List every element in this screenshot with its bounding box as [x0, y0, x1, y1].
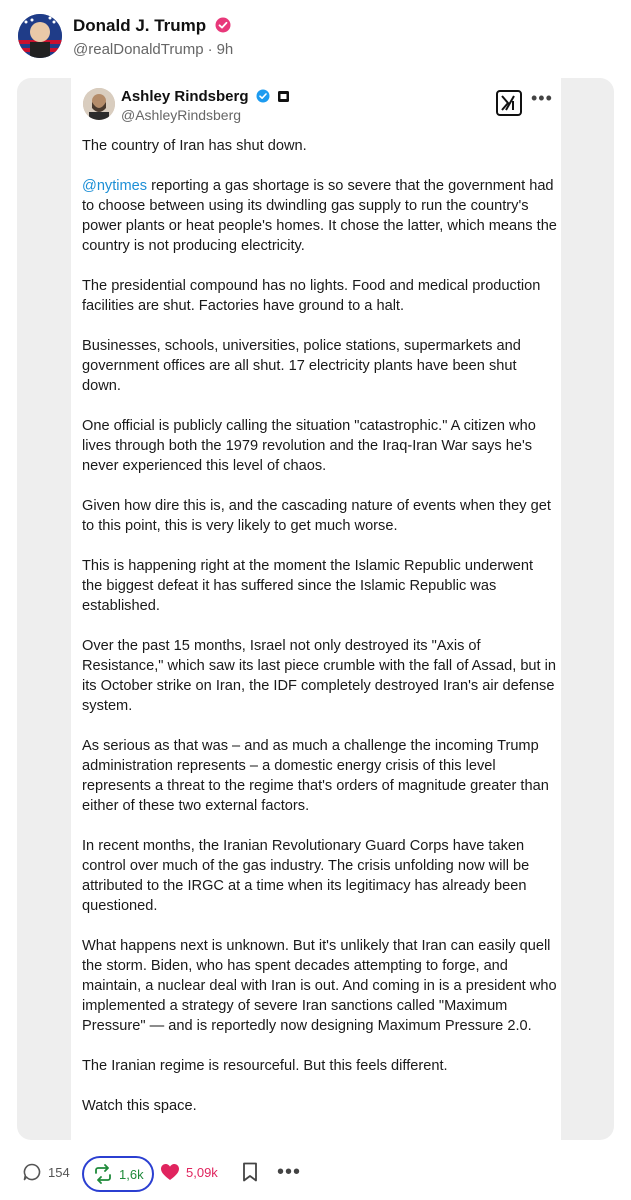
more-actions-icon[interactable]: ••• [277, 1160, 302, 1183]
author-name[interactable] [73, 16, 231, 36]
paragraph-text: Businesses, schools, universities, police stations, supermarkets and government offices are all shut. 17 electricity plants have been shut down. [82, 338, 521, 394]
verified-badge-icon [256, 89, 270, 103]
quoted-paragraph [82, 736, 557, 816]
paragraph-text: As serious as that was – and as much a challenge the incoming Trump administration represents – a domestic energy crisis of this level represents a threat to the regime that's orders of magnitude greater than either of these two external factors. [82, 738, 549, 814]
quoted-author-handle: @AshleyRindsberg [121, 107, 242, 123]
paragraph-text: One official is publicly calling the situation "catastrophic." A citizen who lives through both the 1979 revolution and the Iraq-Iran War says he's never experienced this level of chaos. [82, 418, 536, 474]
post-header [18, 14, 618, 62]
repost-button[interactable] [82, 1156, 154, 1192]
reply-count: 154 [48, 1164, 70, 1180]
quoted-paragraph [82, 276, 557, 316]
paragraph-text: Over the past 15 months, Israel not only destroyed its "Axis of Resistance," which saw its last piece crumble with the fall of Assad, but in its October strike on Iran, the IDF completely destroyed Iran's air defense system. [82, 638, 557, 714]
paragraph-text: reporting a gas shortage is so severe that the government had to choose between using its dwindling gas supply to run the country's power plants or heat people's homes. It chose the latter, which means the country is not producing electricity. [82, 178, 557, 254]
post-timestamp[interactable]: 9h [216, 41, 234, 58]
paragraph-text: The Iranian regime is resourceful. But this feels different. [82, 1058, 448, 1074]
more-options-icon: ••• [531, 88, 553, 108]
paragraph-text: Watch this space. [82, 1098, 197, 1114]
bookmark-button[interactable] [242, 1150, 258, 1194]
quoted-paragraph [82, 636, 557, 716]
embedded-image[interactable] [17, 78, 614, 1140]
quoted-paragraph [82, 496, 557, 536]
paragraph-text: The country of Iran has shut down. [82, 138, 307, 154]
quoted-author-name [121, 88, 289, 105]
quoted-avatar [83, 88, 115, 120]
quoted-paragraph [82, 556, 557, 616]
quoted-name-text: Ashley Rindsberg [121, 88, 249, 105]
paragraph-text: The presidential compound has no lights. Food and medical production facilities are shut. Factories have ground to a halt. [82, 278, 541, 314]
paragraph-text: This is happening right at the moment the Islamic Republic underwent the biggest defeat it has suffered since the Islamic Republic was established. [82, 558, 534, 614]
quoted-paragraph [82, 416, 557, 476]
quoted-paragraph [82, 1096, 557, 1116]
paragraph-text: What happens next is unknown. But it's unlikely that Iran can easily quell the storm. Biden, who has spent decades attempting to forge, and maintain, a nuclear deal with Iran is out. And coming in is a president who implemented a strategy of severe Iran sanctions called "Maximum Pressure" — and is reportedly now designing Maximum Pressure 2.0. [82, 938, 557, 1034]
repost-icon [92, 1164, 114, 1184]
author-meta: @realDonaldTrump · 9h [73, 41, 234, 58]
quoted-tweet [71, 78, 561, 1140]
x-logo-icon [496, 90, 522, 116]
avatar[interactable] [18, 14, 62, 58]
affiliation-badge-icon [278, 89, 289, 100]
like-button[interactable] [160, 1150, 218, 1194]
quoted-paragraph [82, 176, 557, 256]
quoted-tweet-body [82, 136, 557, 1136]
quoted-paragraph [82, 336, 557, 396]
reply-button[interactable] [22, 1150, 70, 1194]
paragraph-text: In recent months, the Iranian Revolutionary Guard Corps have taken control over much of the gas industry. The crisis unfolding now will be attributed to the IRGC at a time when its legitimacy has already been questioned. [82, 838, 530, 914]
paragraph-text: Given how dire this is, and the cascading nature of events when they get to this point, this is very likely to get much worse. [82, 498, 551, 534]
like-count: 5,09k [186, 1164, 218, 1180]
heart-icon [160, 1163, 180, 1181]
author-name-text: Donald J. Trump [73, 16, 207, 35]
quoted-paragraph [82, 1056, 557, 1076]
quoted-paragraph [82, 836, 557, 916]
verified-badge-icon [215, 17, 231, 33]
mention-link: @nytimes [82, 178, 148, 194]
action-bar [0, 1150, 631, 1194]
reply-icon [22, 1162, 42, 1182]
author-handle[interactable]: @realDonaldTrump [73, 41, 204, 58]
repost-count: 1,6k [119, 1166, 144, 1182]
bookmark-icon [242, 1162, 258, 1182]
quoted-paragraph [82, 936, 557, 1036]
quoted-paragraph [82, 136, 557, 156]
